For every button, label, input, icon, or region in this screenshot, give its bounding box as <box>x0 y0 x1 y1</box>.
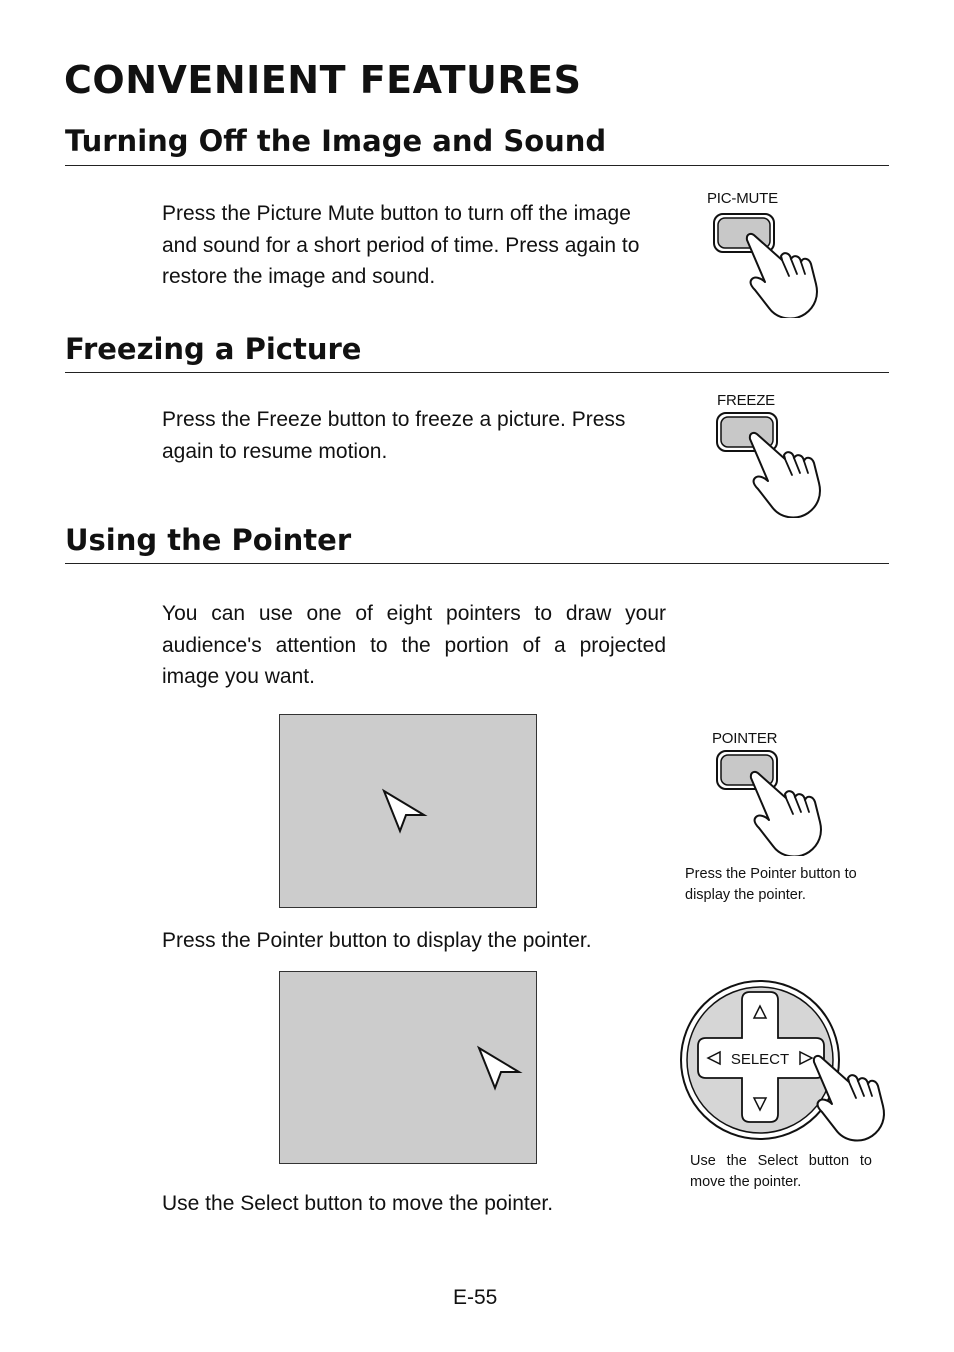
pointing-hand-icon <box>751 772 821 856</box>
pointer-button-illustration <box>708 746 828 856</box>
section-heading-image-sound: Turning Off the Image and Sound <box>65 124 607 158</box>
pointing-hand-icon <box>750 433 820 518</box>
page-number: E-55 <box>453 1286 498 1309</box>
page-title: CONVENIENT FEATURES <box>64 58 582 102</box>
select-button-caption: Use the Select button to move the pointer. <box>690 1153 872 1190</box>
pointing-hand-icon <box>747 234 817 318</box>
pic-mute-button-label: PIC-MUTE <box>707 190 778 207</box>
section-heading-freeze: Freezing a Picture <box>65 332 362 366</box>
freeze-paragraph: Press the Freeze button to freeze a picture. Press again to resume motion. <box>162 408 626 463</box>
pointer-button-label: POINTER <box>712 730 778 747</box>
pointer-button-caption: Press the Pointer button to display the pointer. <box>685 866 857 903</box>
screen-2-caption: Use the Select button to move the pointer. <box>162 1192 554 1215</box>
projected-screen-1 <box>279 714 537 908</box>
section-heading-pointer: Using the Pointer <box>65 523 352 557</box>
section-divider <box>65 165 889 166</box>
section-divider <box>65 372 889 373</box>
projected-screen-2 <box>279 971 537 1164</box>
pointer-paragraph: You can use one of eight pointers to draw your audience's attention to the portion of a projected image you want. <box>162 602 666 688</box>
image-sound-paragraph: Press the Picture Mute button to turn off the image and sound for a short period of time. Press again to restore the image and sound. <box>162 202 640 288</box>
select-label: SELECT <box>730 1051 790 1068</box>
select-dpad-illustration <box>676 976 896 1146</box>
screen-1-caption: Press the Pointer button to display the pointer. <box>162 929 592 952</box>
freeze-button-illustration <box>708 408 828 518</box>
arrow-pointer-icon <box>380 787 430 837</box>
freeze-button-label: FREEZE <box>717 392 775 409</box>
arrow-pointer-icon <box>475 1044 525 1094</box>
pic-mute-button-illustration <box>705 208 825 318</box>
section-divider <box>65 563 889 564</box>
